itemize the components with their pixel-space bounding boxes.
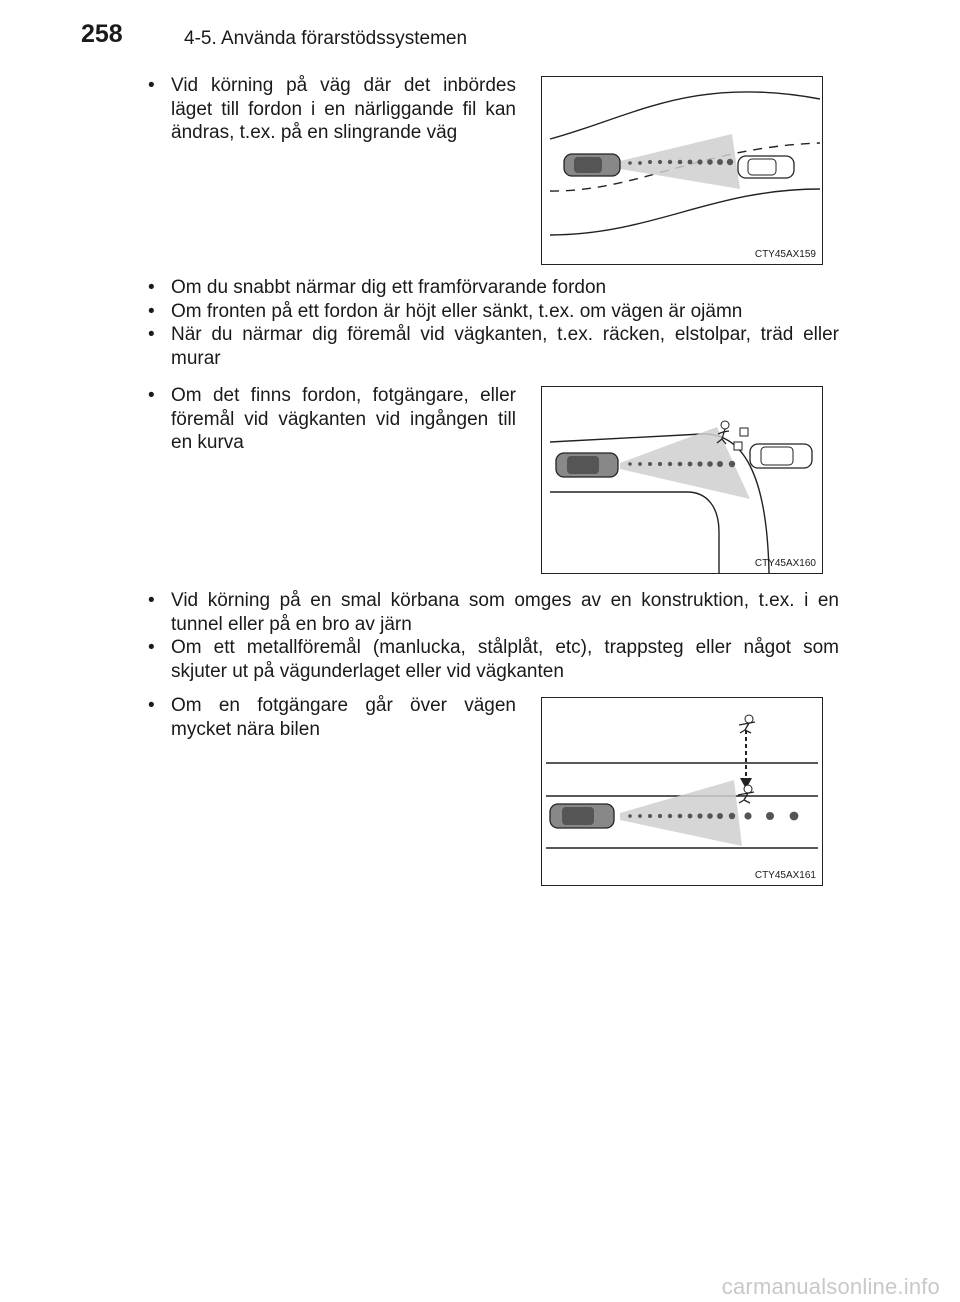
pedestrian-icon — [738, 785, 754, 803]
bullet-item: • Om ett metallföremål (manlucka, stålplåt, etc), trappsteg eller något som skjuter ut på vägunderlaget eller vid vägkanten — [145, 636, 839, 683]
figure-winding-road — [541, 76, 823, 265]
own-car-icon — [556, 453, 618, 477]
section-title: 4-5. Använda förarstödssystemen — [184, 28, 468, 49]
pedestrian-crossing-illustration — [542, 698, 822, 885]
bullet-list — [145, 589, 839, 683]
bullet-item: • Vid körning på en smal körbana som omges av en konstruktion, t.ex. i en tunnel eller på en bro av järn — [145, 589, 839, 636]
curve-entry-illustration — [542, 387, 822, 573]
bullet-list — [145, 74, 516, 145]
bullet-list — [145, 694, 516, 741]
page-number: 258 — [81, 20, 123, 48]
bullet-item: • När du närmar dig föremål vid vägkanten, t.ex. räcken, elstolpar, träd eller murar — [145, 323, 839, 370]
own-car-icon — [564, 154, 620, 176]
bullet-list — [145, 384, 516, 455]
figure-curve-entry — [541, 386, 823, 574]
pedestrian-icon — [739, 715, 755, 733]
bullet-item: • Vid körning på väg där det inbördes läget till fordon i en närliggande fil kan ändras, t.ex. på en slingrande väg — [145, 74, 516, 145]
figure-code: CTY45AX159 — [754, 249, 816, 260]
own-car-icon — [550, 804, 614, 828]
figure-code: CTY45AX161 — [754, 870, 816, 881]
watermark: carmanualsonline.info — [721, 1274, 940, 1299]
roadside-object-icon — [734, 428, 748, 450]
figure-pedestrian-crossing — [541, 697, 823, 886]
bullet-item: • Om fronten på ett fordon är höjt eller sänkt, t.ex. om vägen är ojämn — [145, 300, 839, 324]
figure-code: CTY45AX160 — [754, 558, 816, 569]
bullet-item: • Om en fotgängare går över vägen mycket nära bilen — [145, 694, 516, 741]
winding-road-illustration — [542, 77, 822, 264]
bullet-item: • Om du snabbt närmar dig ett framförvarande fordon — [145, 276, 839, 300]
bullet-list — [145, 276, 839, 370]
other-car-icon — [738, 156, 794, 178]
bullet-item: • Om det finns fordon, fotgängare, eller föremål vid vägkanten vid ingången till en kurva — [145, 384, 516, 455]
other-car-icon — [750, 444, 812, 468]
